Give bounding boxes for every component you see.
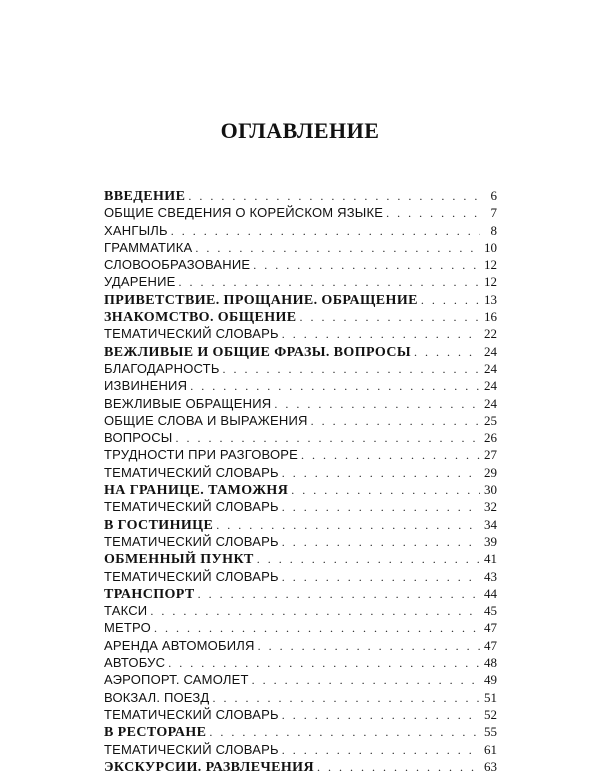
dot-leader [171,223,480,240]
toc-entry[interactable] [104,568,497,585]
toc-section-entry[interactable] [104,585,497,602]
dot-leader [414,344,480,361]
toc-entry-page-number: 47 [484,620,497,636]
toc-section-entry[interactable] [104,758,497,775]
toc-entry[interactable] [104,273,497,290]
toc-entry-label: ГРАММАТИКА [104,239,193,255]
dot-leader [311,413,480,430]
toc-section-entry[interactable] [104,187,497,204]
toc-section-entry[interactable] [104,516,497,533]
toc-entry-label: ПРИВЕТСТВИЕ. ПРОЩАНИЕ. ОБРАЩЕНИЕ [104,292,418,308]
page-title: ОГЛАВЛЕНИЕ [220,118,380,143]
toc-entry-page-number: 26 [484,430,497,446]
dot-leader [291,482,480,499]
toc-entry-label: ТАКСИ [104,603,148,619]
dot-leader [282,742,480,759]
toc-entry-label: ИЗВИНЕНИЯ [104,378,188,394]
toc-entry-label: СЛОВООБРАЗОВАНИЕ [104,257,251,273]
toc-entry-label: ВОПРОСЫ [104,430,173,446]
dot-leader [179,274,481,291]
toc-entry-label: ТРУДНОСТИ ПРИ РАЗГОВОРЕ [104,447,299,463]
dot-leader [282,534,480,551]
toc-entry-label: БЛАГОДАРНОСТЬ [104,360,220,376]
dot-leader [300,309,480,326]
toc-entry[interactable] [104,637,497,654]
dot-leader [386,205,480,222]
toc-entry-page-number: 61 [484,741,497,757]
toc-entry-page-number: 7 [490,205,497,221]
toc-entry-page-number: 27 [484,447,497,463]
toc-entry-label: ТЕМАТИЧЕСКИЙ СЛОВАРЬ [104,568,279,584]
dot-leader [154,620,480,637]
dot-leader [252,672,480,689]
toc-entry-page-number: 45 [484,603,497,619]
toc-entry-label: ТЕМАТИЧЕСКИЙ СЛОВАРЬ [104,464,279,480]
toc-entry-page-number: 12 [484,257,497,273]
dot-leader [188,188,480,205]
toc-entry-page-number: 24 [484,343,497,359]
toc-entry[interactable] [104,533,497,550]
toc-entry-page-number: 49 [484,672,497,688]
toc-entry-page-number: 24 [484,360,497,376]
toc-entry-page-number: 51 [484,689,497,705]
dot-leader [301,447,480,464]
dot-leader [282,569,480,586]
toc-entry-page-number: 13 [484,291,497,307]
toc-entry-label: ТЕМАТИЧЕСКИЙ СЛОВАРЬ [104,326,279,342]
toc-entry-page-number: 47 [484,637,497,653]
toc-entry-page-number: 24 [484,395,497,411]
toc-entry-page-number: 10 [484,239,497,255]
toc-entry-label: ТЕМАТИЧЕСКИЙ СЛОВАРЬ [104,499,279,515]
dot-leader [317,759,480,776]
toc-entry-page-number: 63 [484,758,497,774]
dot-leader [282,465,480,482]
toc-entry[interactable] [104,222,497,239]
toc-entry[interactable] [104,671,497,688]
toc-entry-page-number: 25 [484,412,497,428]
toc-entry-page-number: 6 [490,188,497,203]
toc-entry-page-number: 44 [484,585,497,601]
toc-entry-page-number: 43 [484,568,497,584]
toc-section-entry[interactable] [104,291,497,308]
toc-entry-label: АРЕНДА АВТОМОБИЛЯ [104,637,255,653]
toc-entry[interactable] [104,602,497,619]
dot-leader [150,603,480,620]
toc-entry-label: ТЕМАТИЧЕСКИЙ СЛОВАРЬ [104,741,279,757]
toc-entry-page-number: 52 [484,706,497,722]
dot-leader [282,326,480,343]
toc-section-entry[interactable] [104,723,497,740]
dot-leader [421,292,480,309]
toc-entry[interactable] [104,429,497,446]
dot-leader [274,396,480,413]
toc-entry[interactable] [104,256,497,273]
toc-entry[interactable] [104,498,497,515]
dot-leader [190,378,480,395]
toc-entry-label: ВОКЗАЛ. ПОЕЗД [104,689,210,705]
toc-section-entry[interactable] [104,308,497,325]
toc-entry[interactable] [104,706,497,723]
dot-leader [223,361,480,378]
toc-entry[interactable] [104,377,497,394]
toc-entry-label: ОБМЕННЫЙ ПУНКТ [104,552,254,568]
toc-entry-label: МЕТРО [104,620,151,636]
toc-section-entry[interactable] [104,343,497,360]
toc-entry-label: НА ГРАНИЦЕ. ТАМОЖНЯ [104,483,289,499]
toc-entry[interactable] [104,741,497,758]
toc-entry-label: АВТОБУС [104,655,166,671]
dot-leader [216,517,480,534]
toc-entry[interactable] [104,619,497,636]
dot-leader [198,586,480,603]
toc-entry-page-number: 22 [484,326,497,342]
toc-entry-page-number: 8 [490,222,497,238]
toc-entry-page-number: 41 [484,551,497,567]
toc-entry-label: ВЕЖЛИВЫЕ ОБРАЩЕНИЯ [104,395,272,411]
toc-entry-label: В РЕСТОРАНЕ [104,725,207,741]
toc-entry[interactable] [104,325,497,342]
toc-entry-page-number: 16 [484,309,497,325]
toc-entry-label: ТЕМАТИЧЕСКИЙ СЛОВАРЬ [104,533,279,549]
dot-leader [258,638,480,655]
toc-entry-label: ТРАНСПОРТ [104,586,195,602]
toc-entry-label: ОБЩИЕ СВЕДЕНИЯ О КОРЕЙСКОМ ЯЗЫКЕ [104,205,384,221]
toc-entry-page-number: 24 [484,378,497,394]
toc-entry-page-number: 29 [484,464,497,480]
table-of-contents [104,187,497,775]
dot-leader [282,707,480,724]
toc-entry-page-number: 55 [484,724,497,740]
toc-entry[interactable] [104,204,497,221]
toc-entry[interactable] [104,412,497,429]
dot-leader [195,240,480,257]
toc-entry-label: В ГОСТИНИЦЕ [104,517,214,533]
toc-entry-label: ЗНАКОМСТВО. ОБЩЕНИЕ [104,310,297,326]
toc-entry[interactable] [104,464,497,481]
toc-entry-label: ВВЕДЕНИЕ [104,189,186,204]
dot-leader [209,724,480,741]
toc-section-entry[interactable] [104,481,497,498]
dot-leader [168,655,480,672]
toc-entry[interactable] [104,654,497,671]
toc-entry-label: ВЕЖЛИВЫЕ И ОБЩИЕ ФРАЗЫ. ВОПРОСЫ [104,344,411,360]
dot-leader [282,499,480,516]
dot-leader [253,257,480,274]
toc-entry[interactable] [104,395,497,412]
dot-leader [176,430,481,447]
dot-leader [212,690,480,707]
toc-entry[interactable] [104,239,497,256]
toc-entry[interactable] [104,446,497,463]
toc-entry[interactable] [104,360,497,377]
toc-entry-page-number: 12 [484,274,497,290]
toc-entry-label: ТЕМАТИЧЕСКИЙ СЛОВАРЬ [104,706,279,722]
toc-entry-label: АЭРОПОРТ. САМОЛЕТ [104,672,249,688]
toc-entry-label: ОБЩИЕ СЛОВА И ВЫРАЖЕНИЯ [104,412,308,428]
toc-entry-page-number: 39 [484,533,497,549]
toc-entry-page-number: 32 [484,499,497,515]
toc-entry-page-number: 48 [484,655,497,671]
toc-entry-page-number: 30 [484,482,497,498]
dot-leader [257,551,480,568]
toc-entry[interactable] [104,689,497,706]
toc-section-entry[interactable] [104,550,497,567]
toc-entry-label: УДАРЕНИЕ [104,274,176,290]
toc-entry-page-number: 34 [484,516,497,532]
toc-entry-label: ЭКСКУРСИИ. РАЗВЛЕЧЕНИЯ [104,759,314,775]
toc-entry-label: ХАНГЫЛЬ [104,222,168,238]
